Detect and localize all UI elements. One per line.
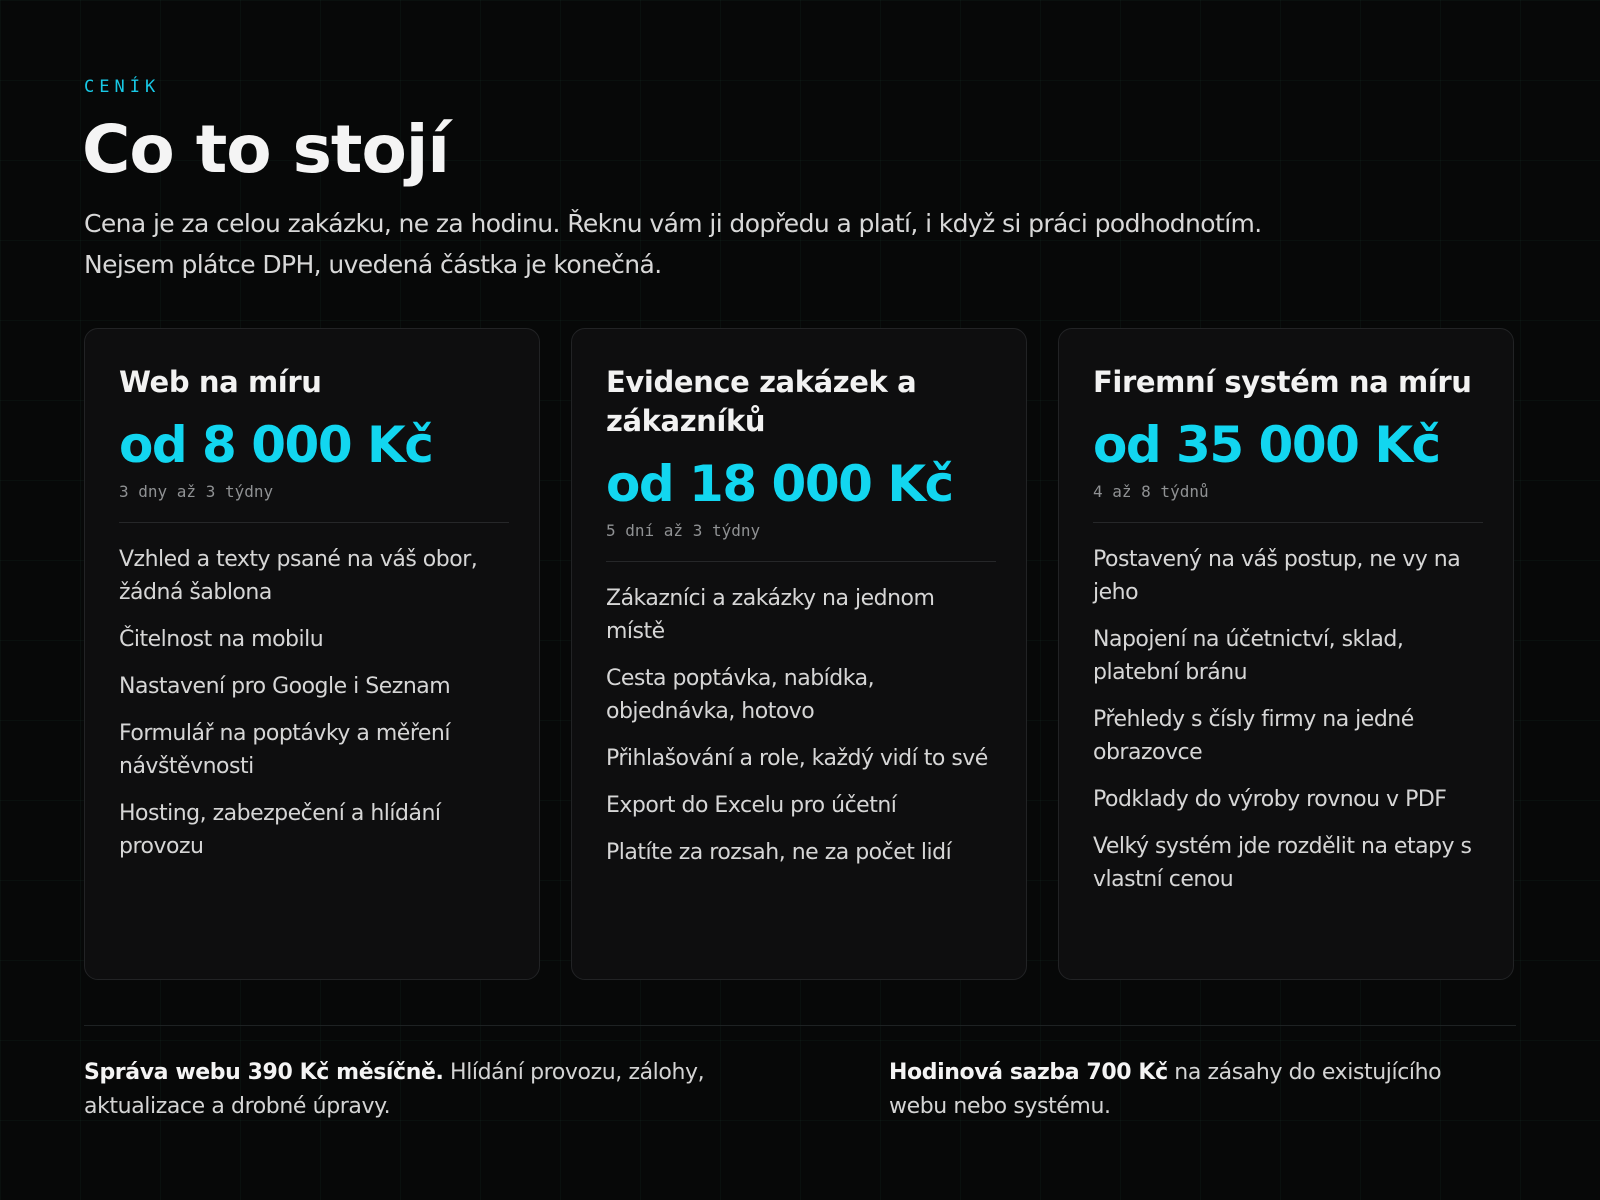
feature-item: Zákazníci a zakázky na jednom místě xyxy=(606,586,935,644)
pricing-cards xyxy=(84,328,1516,982)
card-price: od 8 000 Kč xyxy=(119,416,433,474)
feature-item: Vzhled a texty psané na váš obor, žádná šablona xyxy=(119,547,478,605)
note-text: Hlídání provozu, zálohy, aktualizace a drobné úpravy. xyxy=(84,1060,705,1119)
feature-item: Podklady do výroby rovnou v PDF xyxy=(1093,787,1447,812)
maintenance-note xyxy=(84,1056,824,1124)
feature-item: Platíte za rozsah, ne za počet lidí xyxy=(606,840,952,865)
footer-divider xyxy=(84,1025,1516,1026)
card-title: Evidence zakázek a zákazníků xyxy=(606,365,917,438)
note-text: na zásahy do existujícího webu nebo systému. xyxy=(889,1060,1442,1119)
feature-item: Postavený na váš postup, ne vy na jeho xyxy=(1093,547,1461,605)
card-duration: 3 dny až 3 týdny xyxy=(119,482,274,501)
feature-item: Čitelnost na mobilu xyxy=(119,627,324,652)
card-price: od 18 000 Kč xyxy=(606,455,953,513)
pricing-card-evidence xyxy=(571,328,1027,980)
section-title: Co to stojí xyxy=(82,111,450,188)
card-title: Web na míru xyxy=(119,365,322,399)
feature-item: Nastavení pro Google i Seznam xyxy=(119,674,451,699)
feature-item: Přihlašování a role, každý vidí to své xyxy=(606,746,988,771)
section-eyebrow: CENÍK xyxy=(84,77,161,97)
feature-list xyxy=(119,543,509,863)
note-highlight: Správa webu 390 Kč měsíčně. xyxy=(84,1060,444,1085)
card-title: Firemní systém na míru xyxy=(1093,365,1472,399)
feature-list xyxy=(606,582,996,869)
card-divider xyxy=(606,561,996,562)
card-price: od 35 000 Kč xyxy=(1093,416,1440,474)
feature-list xyxy=(1093,543,1483,896)
feature-item: Hosting, zabezpečení a hlídání provozu xyxy=(119,801,441,859)
card-duration: 5 dní až 3 týdny xyxy=(606,521,761,540)
card-divider xyxy=(119,522,509,523)
feature-item: Velký systém jde rozdělit na etapy s vlastní cenou xyxy=(1093,834,1472,892)
intro-line: Nejsem plátce DPH, uvedená částka je konečná. xyxy=(84,250,662,279)
pricing-card-system xyxy=(1058,328,1514,980)
feature-item: Cesta poptávka, nabídka, objednávka, hotovo xyxy=(606,666,875,724)
card-divider xyxy=(1093,522,1483,523)
note-highlight: Hodinová sazba 700 Kč xyxy=(889,1060,1168,1085)
feature-item: Napojení na účetnictví, sklad, platební bránu xyxy=(1093,627,1404,685)
section-intro xyxy=(84,203,1384,285)
feature-item: Export do Excelu pro účetní xyxy=(606,793,897,818)
card-duration: 4 až 8 týdnů xyxy=(1093,482,1209,501)
pricing-card-web xyxy=(84,328,540,980)
hourly-rate-note xyxy=(889,1056,1489,1124)
intro-line: Cena je za celou zakázku, ne za hodinu. Řeknu vám ji dopředu a platí, i když si práci podhodnotím. xyxy=(84,209,1262,238)
feature-item: Formulář na poptávky a měření návštěvnosti xyxy=(119,721,450,779)
feature-item: Přehledy s čísly firmy na jedné obrazovce xyxy=(1093,707,1414,765)
